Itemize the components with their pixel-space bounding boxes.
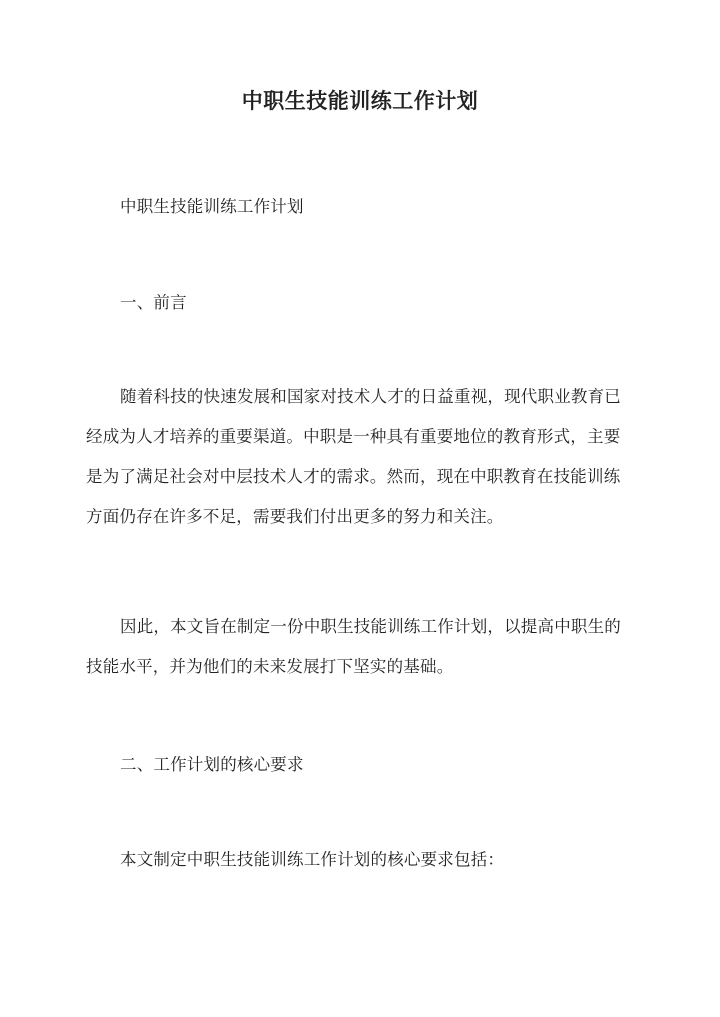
body-paragraph-intro: 随着科技的快速发展和国家对技术人才的日益重视，现代职业教育已经成为人才培养的重要渠道。中职是一种具有重要地位的教育形式，主要是为了满足社会对中层技术人才的需求。然而，现在中职教育在技能训练方面仍存在许多不足，需要我们付出更多的努力和关注。 bbox=[86, 387, 621, 526]
body-paragraph-requirements: 本文制定中职生技能训练工作计划的核心要求包括： bbox=[120, 850, 505, 869]
section-heading-core-requirements: 二、工作计划的核心要求 bbox=[120, 755, 304, 774]
subtitle-paragraph: 中职生技能训练工作计划 bbox=[120, 197, 304, 216]
document-title: 中职生技能训练工作计划 bbox=[241, 88, 479, 113]
body-paragraph-purpose: 因此，本文旨在制定一份中职生技能训练工作计划，以提高中职生的技能水平，并为他们的未来发展打下坚实的基础。 bbox=[86, 617, 621, 676]
section-heading-preface: 一、前言 bbox=[120, 293, 187, 312]
